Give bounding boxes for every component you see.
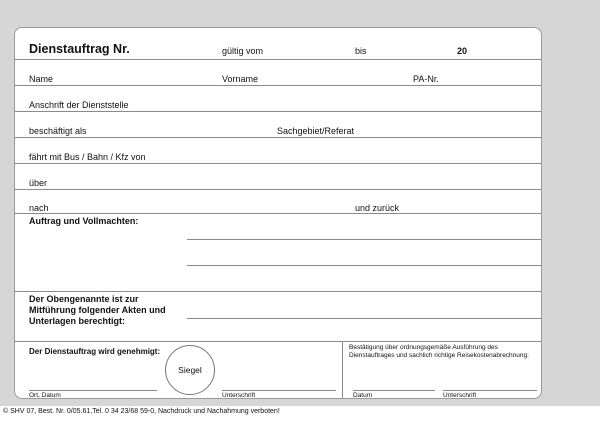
place-date-label: Ort, Datum <box>29 392 61 399</box>
mandate-label: Auftrag und Vollmachten: <box>29 216 139 226</box>
confirmation-signature-label: Unterschrift <box>443 392 477 399</box>
approved-label: Der Dienstauftrag wird genehmigt: <box>29 347 161 356</box>
rule-to <box>15 213 542 214</box>
travel-label: fährt mit Bus / Bahn / Kfz von <box>29 152 146 162</box>
confirmation-text: Bestätigung über ordnungsgemäße Ausführung des Dienstauftrages und sachlich richtige Reisekostenabrechnung: <box>349 344 529 359</box>
valid-from-label: gültig vom <box>222 46 264 56</box>
rule-mandate-2 <box>187 265 542 266</box>
rule-address <box>15 111 542 112</box>
rule-header <box>15 59 542 60</box>
approval-divider <box>342 341 343 399</box>
department-label: Sachgebiet/Referat <box>277 126 355 136</box>
year-prefix: 20 <box>457 46 468 56</box>
documents-label: Der Obengenannte ist zur Mitführung folgender Akten und Unterlagen berechtigt: <box>29 294 166 326</box>
seal-circle <box>165 345 215 395</box>
confirmation-date-line <box>353 390 435 391</box>
approval-signature-line <box>222 390 336 391</box>
via-label: über <box>29 178 48 188</box>
rule-name <box>15 85 542 86</box>
rule-mandate-1 <box>187 239 542 240</box>
confirmation-signature-line <box>443 390 537 391</box>
firstname-label: Vorname <box>222 74 259 84</box>
return-label: und zurück <box>355 203 400 213</box>
place-date-line <box>29 390 157 391</box>
footer-copyright: © SHV 07, Best. Nr. 0/05.61,Tel. 0 34 23/68 59-0, Nachdruck und Nachahmung verboten! <box>3 408 280 415</box>
address-label: Anschrift der Dienststelle <box>29 100 129 110</box>
rule-mandate-end <box>15 291 542 292</box>
pa-number-label: PA-Nr. <box>413 74 439 84</box>
rule-travel <box>15 163 542 164</box>
rule-employed <box>15 137 542 138</box>
confirmation-date-label: Datum <box>353 392 373 399</box>
rule-documents <box>187 318 542 319</box>
form-card <box>14 27 542 399</box>
form-title: Dienstauftrag Nr. <box>29 42 130 56</box>
to-label: nach <box>29 203 49 213</box>
rule-section-bottom <box>15 341 542 342</box>
approval-signature-label: Unterschrift <box>222 392 256 399</box>
seal-label: Siegel <box>178 365 202 375</box>
name-label: Name <box>29 74 54 84</box>
rule-via <box>15 189 542 190</box>
until-label: bis <box>355 46 367 56</box>
employed-label: beschäftigt als <box>29 126 87 136</box>
